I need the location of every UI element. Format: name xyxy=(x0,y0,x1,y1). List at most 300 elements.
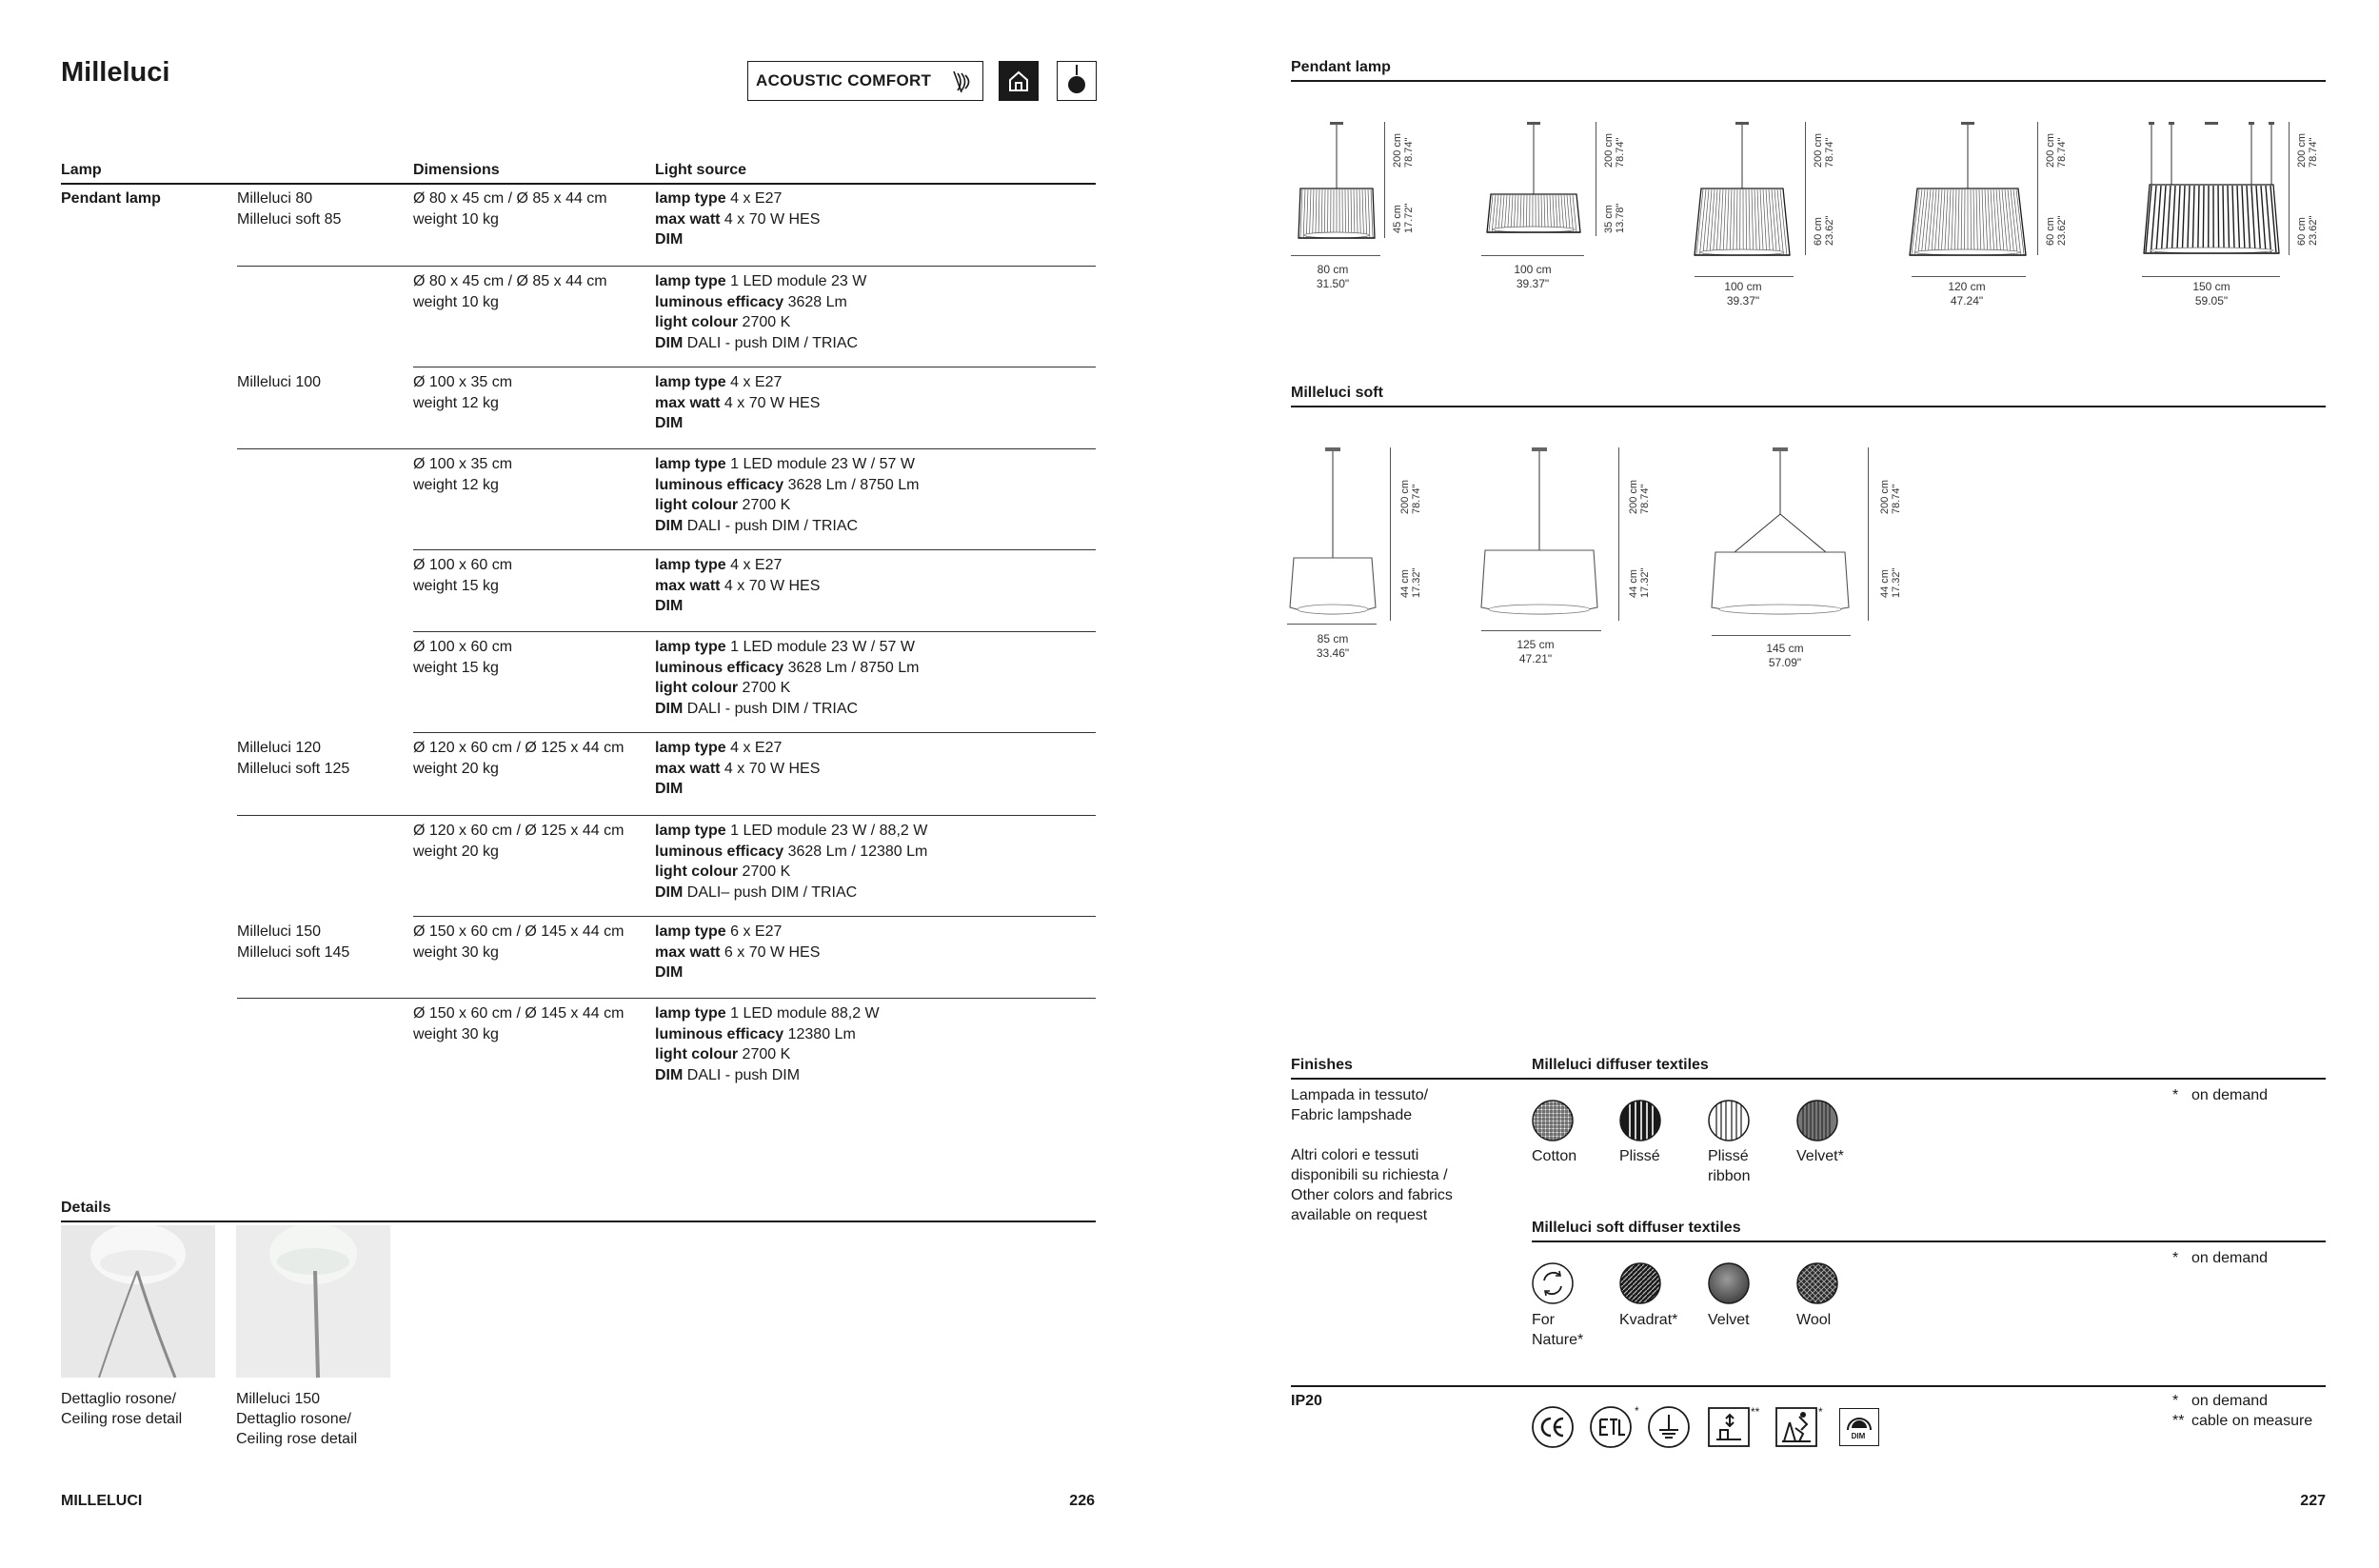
width-cm: 120 cm xyxy=(1948,280,1986,293)
dim-cm: 35 cm xyxy=(1603,205,1615,233)
width-in: 59.05" xyxy=(2194,294,2229,308)
page-number-left: 226 xyxy=(1069,1493,1095,1509)
header-light-source: Light source xyxy=(655,162,747,178)
caption-line: Dettaglio rosone/ xyxy=(61,1391,176,1407)
model-name: Milleluci 80 xyxy=(237,190,313,207)
dim-in: 17.72" xyxy=(1403,203,1415,233)
swatch-label-for-nature xyxy=(1532,1310,1583,1350)
velvet-soft-swatch-icon xyxy=(1707,1261,1751,1305)
pendant-icon xyxy=(1057,61,1097,101)
ce-mark-icon xyxy=(1531,1405,1575,1449)
text-line: Fabric lampshade xyxy=(1291,1107,1413,1123)
spec-value: 2700 K xyxy=(738,1046,791,1062)
spec-line xyxy=(655,393,820,414)
width-dimension xyxy=(1290,632,1376,661)
etl-mark-icon xyxy=(1589,1405,1642,1449)
details-rule xyxy=(61,1221,1096,1222)
model-name: Milleluci soft 85 xyxy=(237,210,342,228)
footer-brand: MILLELUCI xyxy=(61,1493,143,1509)
spec-key: lamp type xyxy=(655,374,726,390)
dim-in: 78.74" xyxy=(1403,137,1415,168)
page-number-right: 227 xyxy=(2300,1493,2326,1509)
kvadrat-swatch-icon xyxy=(1618,1261,1662,1305)
spec-line xyxy=(655,333,858,354)
spec-value: DALI - push DIM / TRIAC xyxy=(683,700,859,717)
spec-line xyxy=(655,372,782,393)
dimension-guide xyxy=(1384,122,1385,238)
acoustic-waves-icon xyxy=(948,68,977,96)
spec-value: 1 LED module 88,2 W xyxy=(725,1005,880,1022)
dimension-guide xyxy=(2289,122,2290,255)
acoustic-comfort-badge xyxy=(747,61,983,101)
dim-cm: 45 cm xyxy=(1392,205,1403,233)
spec-value: 4 x E27 xyxy=(725,374,783,390)
spec-key: luminous efficacy xyxy=(655,293,784,310)
spec-value: 12380 Lm xyxy=(783,1025,856,1042)
spec-value: 2700 K xyxy=(738,497,791,513)
spec-key: max watt xyxy=(655,394,721,411)
spec-value: 1 LED module 23 W / 88,2 W xyxy=(725,823,928,839)
spec-line xyxy=(655,495,790,516)
dim-cm: 60 cm xyxy=(2296,217,2308,246)
dim-cm: 200 cm xyxy=(2296,132,2308,168)
width-in: 47.21" xyxy=(1518,652,1553,665)
dimension-text: Ø 120 x 60 cm / Ø 125 x 44 cm xyxy=(413,823,624,839)
dimension-text: weight 10 kg xyxy=(413,210,499,228)
cable-length-dimension xyxy=(1628,480,1651,514)
width-cm: 150 cm xyxy=(2192,280,2230,293)
cable-length-dimension xyxy=(1603,133,1626,168)
dim-icon xyxy=(1839,1408,1879,1446)
spec-line xyxy=(655,312,790,333)
spec-value: 4 x E27 xyxy=(725,190,783,207)
soft-lamp-145-drawing xyxy=(1709,447,1852,619)
pendant-lamp-100-60-drawing xyxy=(1691,122,1794,257)
row-divider xyxy=(237,266,1096,267)
height-dimension xyxy=(2045,216,2068,246)
cable-length-dimension xyxy=(1392,133,1415,168)
dim-cm: 60 cm xyxy=(2045,217,2056,246)
installer-icon xyxy=(1774,1405,1826,1449)
soft-section-title: Milleluci soft xyxy=(1291,385,1383,401)
dim-in: 23.62" xyxy=(1824,215,1835,246)
spec-value: 3628 Lm / 8750 Lm xyxy=(783,476,920,493)
dim-cm: 200 cm xyxy=(1879,479,1891,514)
dim-in: 17.32" xyxy=(1891,567,1902,598)
dimension-text: Ø 100 x 60 cm xyxy=(413,639,513,655)
width-in: 31.50" xyxy=(1316,277,1350,290)
pendant-lamp-120-drawing xyxy=(1907,122,2029,257)
finishes-rule xyxy=(1291,1078,2326,1080)
dimension-text: weight 20 kg xyxy=(413,843,499,860)
pendant-lamp-100-35-drawing xyxy=(1481,122,1586,236)
spec-line xyxy=(655,862,790,883)
row-divider xyxy=(237,448,1096,449)
spec-line xyxy=(655,271,866,292)
spec-key: light colour xyxy=(655,680,739,696)
spec-key: max watt xyxy=(655,943,721,961)
text-line: Lampada in tessuto/ xyxy=(1291,1087,1429,1103)
note-text: on demand xyxy=(2191,1250,2269,1266)
spec-value: 2700 K xyxy=(738,863,791,880)
dimension-text: weight 15 kg xyxy=(413,577,499,594)
row-divider xyxy=(237,815,1096,816)
dim-in: 78.74" xyxy=(1615,137,1626,168)
height-dimension xyxy=(1879,568,1902,598)
dali-cable-icon xyxy=(1707,1405,1762,1449)
spec-value: 6 x 70 W HES xyxy=(720,943,821,961)
dimension-text: Ø 100 x 35 cm xyxy=(413,456,513,472)
note-text: cable on measure xyxy=(2191,1413,2313,1429)
width-cm: 100 cm xyxy=(1514,263,1552,276)
dim-in: 17.32" xyxy=(1639,567,1651,598)
spec-key: DIM xyxy=(655,781,684,797)
spec-line xyxy=(655,842,927,863)
dimension-guide xyxy=(1390,447,1391,621)
text-line: available on request xyxy=(1291,1207,1428,1223)
spec-key: DIM xyxy=(655,517,684,534)
spec-value: 4 x 70 W HES xyxy=(720,577,821,594)
spec-line xyxy=(655,229,683,250)
dimension-text: weight 12 kg xyxy=(413,476,499,493)
spec-key: lamp type xyxy=(655,639,726,655)
width-dimension xyxy=(1490,263,1576,291)
spec-value: DALI - push DIM xyxy=(683,1066,801,1083)
category-pendant-lamp: Pendant lamp xyxy=(61,190,161,207)
ceiling-rose-photo-2 xyxy=(236,1225,390,1378)
spec-key: lamp type xyxy=(655,273,726,289)
dim-cm: 44 cm xyxy=(1399,569,1411,598)
width-dimension xyxy=(1742,642,1828,670)
spec-key: light colour xyxy=(655,497,739,513)
dimension-text: Ø 80 x 45 cm / Ø 85 x 44 cm xyxy=(413,273,607,289)
dim-in: 78.74" xyxy=(1891,484,1902,514)
width-dimension xyxy=(1290,263,1376,291)
caption-line: Milleluci 150 xyxy=(236,1391,321,1407)
page-title: Milleluci xyxy=(61,57,170,88)
dimension-text: weight 10 kg xyxy=(413,293,499,310)
spec-line xyxy=(655,922,782,943)
spec-value: DALI - push DIM / TRIAC xyxy=(683,334,859,351)
dim-in: 23.62" xyxy=(2308,215,2319,246)
class-1-earth-icon xyxy=(1647,1405,1691,1449)
dim-in: 13.78" xyxy=(1615,203,1626,233)
spec-line xyxy=(655,738,782,759)
dim-icon-text: DIM xyxy=(1851,1432,1866,1440)
dimension-text: Ø 100 x 60 cm xyxy=(413,557,513,573)
dim-cm: 60 cm xyxy=(1813,217,1824,246)
dimension-guide xyxy=(1712,635,1851,636)
width-cm: 100 cm xyxy=(1724,280,1762,293)
svg-text:*: * xyxy=(1635,1405,1639,1418)
row-divider xyxy=(413,916,1096,917)
text-line: Altri colori e tessuti xyxy=(1291,1147,1419,1163)
ip-note-2 xyxy=(2172,1411,2334,1431)
spec-line xyxy=(655,516,858,537)
text-line: Other colors and fabrics xyxy=(1291,1187,1453,1203)
spec-line xyxy=(655,596,683,617)
spec-value: 4 x 70 W HES xyxy=(720,210,821,228)
dimension-text: Ø 150 x 60 cm / Ø 145 x 44 cm xyxy=(413,923,624,940)
spec-key: DIM xyxy=(655,1066,684,1083)
ceiling-rose-photo-1 xyxy=(61,1225,215,1378)
dim-in: 78.74" xyxy=(1411,484,1422,514)
caption-line: Ceiling rose detail xyxy=(236,1431,358,1447)
on-demand-note-1 xyxy=(2172,1085,2325,1105)
note-star: * xyxy=(2172,1393,2179,1409)
model-name: Milleluci soft 145 xyxy=(237,943,350,961)
height-dimension xyxy=(1628,568,1651,598)
spec-line xyxy=(655,1044,790,1065)
acoustic-comfort-label: ACOUSTIC COMFORT xyxy=(756,71,932,89)
other-colors-text xyxy=(1291,1145,1453,1225)
dimension-guide xyxy=(1805,122,1806,255)
pendant-rule xyxy=(1291,80,2326,82)
pendant-section-title: Pendant lamp xyxy=(1291,59,1391,75)
spec-value: 1 LED module 23 W / 57 W xyxy=(725,639,915,655)
note-text: on demand xyxy=(2191,1393,2269,1409)
row-divider xyxy=(413,732,1096,733)
dim-in: 17.32" xyxy=(1411,567,1422,598)
detail-caption-2 xyxy=(236,1389,357,1449)
svg-text:*: * xyxy=(1818,1405,1823,1419)
spec-value: 3628 Lm / 12380 Lm xyxy=(783,843,928,860)
height-dimension xyxy=(1392,204,1415,233)
dimension-text: Ø 80 x 45 cm / Ø 85 x 44 cm xyxy=(413,190,607,207)
dim-cm: 44 cm xyxy=(1628,569,1639,598)
swatch-label-cotton: Cotton xyxy=(1532,1148,1577,1164)
spec-value: 3628 Lm / 8750 Lm xyxy=(783,659,920,676)
model-name: Milleluci soft 125 xyxy=(237,760,350,777)
ip-notes xyxy=(2172,1391,2334,1431)
dim-cm: 200 cm xyxy=(2045,132,2056,168)
dimension-text: Ø 120 x 60 cm / Ø 125 x 44 cm xyxy=(413,740,624,756)
dimension-guide xyxy=(2037,122,2038,255)
dimension-guide xyxy=(1695,276,1794,277)
dim-cm: 200 cm xyxy=(1399,479,1411,514)
dim-cm: 200 cm xyxy=(1603,132,1615,168)
note-text: on demand xyxy=(2191,1087,2269,1103)
dim-cm: 200 cm xyxy=(1813,132,1824,168)
spec-key: DIM xyxy=(655,334,684,351)
dimension-text: weight 30 kg xyxy=(413,1025,499,1042)
width-dimension xyxy=(1700,280,1786,308)
soft-textiles-rule xyxy=(1532,1241,2326,1242)
model-name: Milleluci 150 xyxy=(237,923,322,940)
dimension-guide xyxy=(1481,255,1584,256)
spec-key: DIM xyxy=(655,598,684,614)
finishes-title: Finishes xyxy=(1291,1057,1353,1073)
row-divider xyxy=(237,998,1096,999)
spec-key: DIM xyxy=(655,964,684,981)
label-line: For xyxy=(1532,1312,1555,1328)
detail-caption-1 xyxy=(61,1389,182,1429)
header-rule xyxy=(61,183,1096,185)
spec-value: 3628 Lm xyxy=(783,293,847,310)
cable-length-dimension xyxy=(1879,480,1902,514)
text-line: disponibili su richiesta / xyxy=(1291,1167,1448,1183)
ip-note-1 xyxy=(2172,1391,2334,1411)
for-nature-swatch-icon xyxy=(1531,1261,1575,1305)
spec-key: luminous efficacy xyxy=(655,476,784,493)
plisse-ribbon-swatch-icon xyxy=(1707,1099,1751,1142)
label-line: Plissé xyxy=(1708,1148,1749,1164)
spec-key: max watt xyxy=(655,577,721,594)
spec-line xyxy=(655,678,790,699)
width-in: 39.37" xyxy=(1726,294,1760,308)
spec-key: lamp type xyxy=(655,190,726,207)
spec-value: 4 x 70 W HES xyxy=(720,760,821,777)
spec-line xyxy=(655,209,820,230)
pendant-lamp-80-drawing xyxy=(1291,122,1382,240)
width-dimension xyxy=(2169,280,2254,308)
spec-line xyxy=(655,963,683,983)
height-dimension xyxy=(1813,216,1835,246)
spec-value: 4 x E27 xyxy=(725,740,783,756)
cable-length-dimension xyxy=(1399,480,1422,514)
dimension-guide xyxy=(1287,624,1377,625)
spec-line xyxy=(655,759,820,780)
soft-lamp-85-drawing xyxy=(1285,447,1380,619)
spec-line xyxy=(655,454,915,475)
swatch-label-velvet: Velvet* xyxy=(1796,1148,1844,1164)
dimension-guide xyxy=(2142,276,2280,277)
cotton-swatch-icon xyxy=(1531,1099,1575,1142)
height-dimension xyxy=(1603,204,1626,233)
dim-in: 78.74" xyxy=(2056,137,2068,168)
spec-line xyxy=(655,189,782,209)
dim-cm: 200 cm xyxy=(1628,479,1639,514)
spec-line xyxy=(655,1024,856,1045)
spec-key: DIM xyxy=(655,415,684,431)
dim-in: 78.74" xyxy=(1639,484,1651,514)
dimension-text: weight 15 kg xyxy=(413,659,499,676)
row-divider xyxy=(413,631,1096,632)
width-dimension xyxy=(1493,638,1578,666)
spec-key: DIM xyxy=(655,700,684,717)
swatch-label-plisse: Plissé xyxy=(1619,1148,1660,1164)
cable-length-dimension xyxy=(2296,133,2319,168)
note-star: * xyxy=(2172,1087,2179,1103)
wool-swatch-icon xyxy=(1795,1261,1839,1305)
spec-key: lamp type xyxy=(655,823,726,839)
dimension-text: weight 12 kg xyxy=(413,394,499,411)
caption-line: Ceiling rose detail xyxy=(61,1411,183,1427)
pendant-lamp-150-drawing xyxy=(2140,122,2283,257)
width-dimension xyxy=(1924,280,2010,308)
width-cm: 145 cm xyxy=(1766,642,1804,655)
spec-line xyxy=(655,883,857,903)
width-cm: 85 cm xyxy=(1317,632,1349,645)
svg-text:**: ** xyxy=(1751,1405,1760,1419)
model-name: Milleluci 100 xyxy=(237,374,322,390)
diffuser-textiles-title: Milleluci diffuser textiles xyxy=(1532,1057,1709,1073)
indoor-house-icon xyxy=(999,61,1039,101)
soft-textiles-title: Milleluci soft diffuser textiles xyxy=(1532,1220,1741,1236)
spec-line xyxy=(655,699,858,720)
dimension-text: weight 20 kg xyxy=(413,760,499,777)
spec-line xyxy=(655,475,919,496)
spec-key: max watt xyxy=(655,760,721,777)
dim-in: 23.62" xyxy=(2056,215,2068,246)
spec-value: 4 x 70 W HES xyxy=(720,394,821,411)
dim-in: 78.74" xyxy=(2308,137,2319,168)
spec-line xyxy=(655,779,683,800)
note-star: * xyxy=(2172,1250,2179,1266)
width-in: 39.37" xyxy=(1516,277,1550,290)
caption-line: Dettaglio rosone/ xyxy=(236,1411,351,1427)
soft-rule xyxy=(1291,406,2326,407)
on-demand-note-2 xyxy=(2172,1248,2325,1268)
spec-value: 1 LED module 23 W xyxy=(725,273,867,289)
width-in: 57.09" xyxy=(1768,656,1802,669)
spec-line xyxy=(655,576,820,597)
label-line: Nature* xyxy=(1532,1332,1584,1348)
width-cm: 125 cm xyxy=(1517,638,1555,651)
height-dimension xyxy=(1399,568,1422,598)
spec-line xyxy=(655,943,820,963)
swatch-label-wool: Wool xyxy=(1796,1312,1832,1328)
spec-key: luminous efficacy xyxy=(655,659,784,676)
spec-key: max watt xyxy=(655,210,721,228)
spec-key: lamp type xyxy=(655,1005,726,1022)
label-line: ribbon xyxy=(1708,1168,1751,1184)
height-dimension xyxy=(2296,216,2319,246)
spec-value: 6 x E27 xyxy=(725,923,783,940)
dimension-guide xyxy=(1868,447,1869,621)
ip-rule xyxy=(1291,1385,2326,1387)
spec-line xyxy=(655,1065,800,1086)
spec-value: DALI - push DIM / TRIAC xyxy=(683,517,859,534)
swatch-label-plisse-ribbon xyxy=(1708,1146,1750,1186)
dimension-guide xyxy=(1481,630,1601,631)
soft-lamp-125-drawing xyxy=(1477,447,1601,619)
swatch-label-velvet-soft: Velvet xyxy=(1708,1312,1750,1328)
spec-line xyxy=(655,1003,880,1024)
spec-line xyxy=(655,637,915,658)
spec-key: DIM xyxy=(655,883,684,901)
spec-value: DALI– push DIM / TRIAC xyxy=(683,883,858,901)
velvet-swatch-icon xyxy=(1795,1099,1839,1142)
model-name: Milleluci 120 xyxy=(237,740,322,756)
spec-line xyxy=(655,292,847,313)
spec-key: lamp type xyxy=(655,557,726,573)
cable-length-dimension xyxy=(1813,133,1835,168)
spec-line xyxy=(655,555,782,576)
plisse-swatch-icon xyxy=(1618,1099,1662,1142)
spec-key: luminous efficacy xyxy=(655,843,784,860)
dimension-guide xyxy=(1912,276,2026,277)
dimension-guide xyxy=(1618,447,1619,621)
dimension-text: Ø 150 x 60 cm / Ø 145 x 44 cm xyxy=(413,1005,624,1022)
note-star: ** xyxy=(2172,1413,2185,1429)
spec-key: light colour xyxy=(655,863,739,880)
cable-length-dimension xyxy=(2045,133,2068,168)
fabric-lampshade-text xyxy=(1291,1085,1428,1125)
swatch-label-kvadrat: Kvadrat* xyxy=(1619,1312,1678,1328)
ip-rating: IP20 xyxy=(1291,1393,1322,1409)
spec-key: lamp type xyxy=(655,923,726,940)
spec-value: 1 LED module 23 W / 57 W xyxy=(725,456,915,472)
header-lamp: Lamp xyxy=(61,162,102,178)
spec-key: light colour xyxy=(655,314,739,330)
dimension-text: Ø 100 x 35 cm xyxy=(413,374,513,390)
row-divider xyxy=(413,549,1096,550)
spec-line xyxy=(655,821,927,842)
dim-cm: 200 cm xyxy=(1392,132,1403,168)
width-in: 47.24" xyxy=(1950,294,1984,308)
spec-line xyxy=(655,413,683,434)
